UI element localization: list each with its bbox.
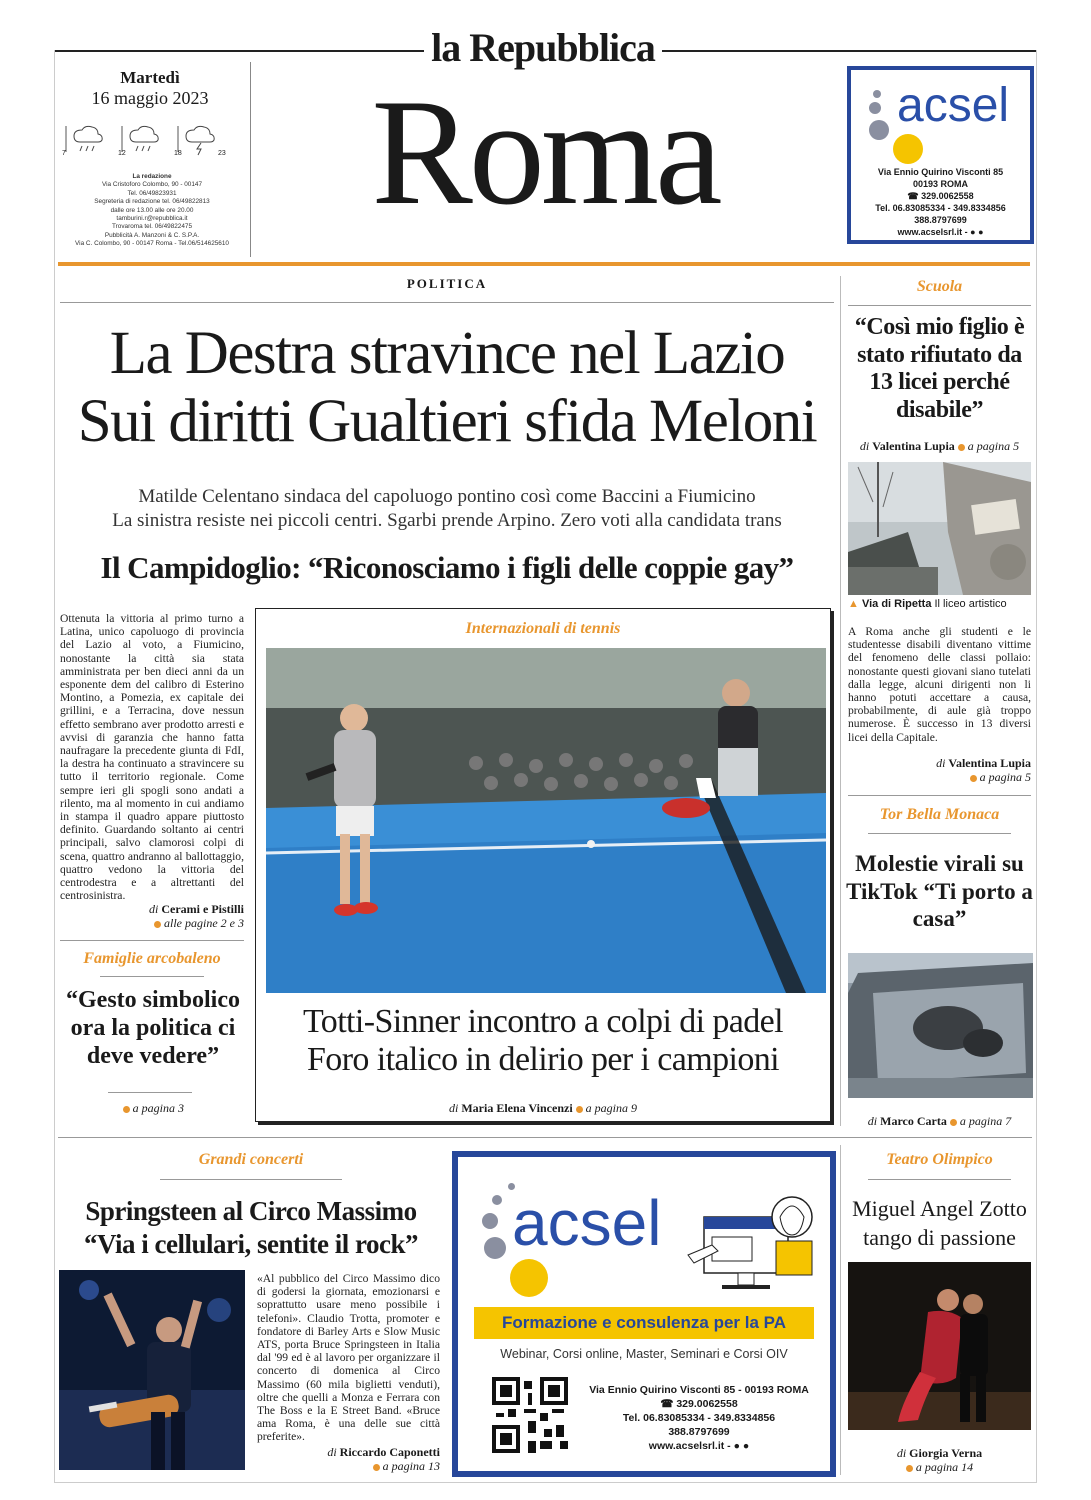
- secondary-headline[interactable]: Il Campidoglio: “Riconosciamo i figli delle coppie gay”: [100, 550, 794, 585]
- famiglie-kicker: Famiglie arcobaleno: [83, 950, 221, 967]
- edition-title: Roma: [371, 68, 719, 236]
- weather-item: 12: [118, 122, 168, 160]
- bullet-dot: [154, 921, 161, 928]
- bullet-dot: [373, 1464, 380, 1471]
- caption-triangle-icon: ▲: [848, 598, 859, 610]
- concerti-body: «Al pubblico del Circo Massimo dico di godersi la giornata, emozionarsi e soprattutto usare meno possibile i telefoni». Claudio Trotta, promoter e fondatore di Barley Arts e Slow Music ATS, porta Bruce Springsteen in Italia dal '99 ed è al lavoro per organizzare il concerto di domenica al Circo Massimo (60 mila biglietti venduti), oltre che quelli a Monza e Ferrara con The Boss e la E Street Band. «Bruce ama Roma, è una delle sue città preferite».: [257, 1272, 440, 1444]
- masthead-rule-left: [54, 50, 424, 52]
- date-full: 16 maggio 2023: [91, 88, 209, 108]
- column-rule: [60, 940, 244, 941]
- masthead-rule-right: [662, 50, 1037, 52]
- kicker-rule: [100, 976, 204, 977]
- logo-sun: [893, 134, 923, 164]
- logo-dot: [484, 1237, 506, 1259]
- facebook-icon[interactable]: ●: [733, 1440, 740, 1452]
- scuola-byline[interactable]: di Valentina Lupia a pagina 5: [859, 439, 1020, 453]
- olimpico-byline: di Giorgia Verna: [896, 1446, 983, 1460]
- tennis-headline[interactable]: Totti-Sinner incontro a colpi di padel Foro italico in delirio per i campioni: [303, 1003, 783, 1078]
- olimpico-kicker: Teatro Olimpico: [886, 1151, 993, 1168]
- famiglie-page-ref[interactable]: a pagina 3: [60, 1101, 184, 1116]
- page-border-left: [54, 50, 55, 1482]
- orange-divider: [58, 262, 1030, 266]
- torbella-byline[interactable]: di Marco Carta a pagina 7: [867, 1114, 1012, 1128]
- acsel-logo: acsel: [897, 79, 1010, 132]
- logo-dot: [869, 120, 889, 140]
- date-day: Martedì: [120, 68, 180, 87]
- olimpico-headline[interactable]: Miguel Angel Zotto tango di passione: [852, 1196, 1027, 1250]
- weather-item: 7: [62, 122, 112, 160]
- facebook-icon[interactable]: ●: [970, 227, 976, 237]
- scuola-photo[interactable]: [848, 462, 1031, 595]
- scuola-photo-caption: ▲ Via di Ripetta Il liceo artistico: [848, 598, 1007, 610]
- page-border-right: [1036, 50, 1037, 1482]
- logo-dot: [492, 1195, 502, 1205]
- bullet-dot: [958, 444, 965, 451]
- kicker-rule: [868, 833, 1011, 834]
- bullet-dot: [123, 1106, 130, 1113]
- concerti-headline[interactable]: Springsteen al Circo Massimo “Via i cellulari, sentite il rock”: [84, 1196, 418, 1259]
- tennis-kicker: Internazionali di tennis: [465, 620, 621, 637]
- masthead-divider: [250, 62, 251, 257]
- tennis-byline[interactable]: di Maria Elena Vincenzi a pagina 9: [448, 1101, 637, 1115]
- bullet-dot: [950, 1119, 957, 1126]
- torbella-photo[interactable]: [848, 953, 1033, 1098]
- section-label: POLITICA: [406, 276, 488, 291]
- whatsapp-icon: ☎: [907, 191, 919, 201]
- olimpico-page-ref[interactable]: a pagina 14: [848, 1460, 1031, 1475]
- bullet-dot: [906, 1465, 913, 1472]
- ad-website-link[interactable]: www.acselsrl.it -: [648, 1440, 731, 1452]
- main-article-body: Ottenuta la vittoria al primo turno a Latina, unico capoluogo di provincia del Lazio al voto, a Fiumicino, nonostante la città sia stata amministrata per ben dieci anni da un esponente dem del calibro di Esterino Montino, a Pomezia, ex capitale dei grillini, e a Terracina, dove nessun effetto sembrano aver prodotto arresti e avvisi di garanzia che hanno fatta naufragare la precedente giunta di FdI, la destra ha continuato a stravincere su tutto il territorio regionale. Come sempre ieri gli spogli sono andati a rilento, ma al momento in cui andiamo in stampa il quadro appare piuttosto definito. Guardando soltanto ai centri principali, salvo clamorosi colpi di scena, quattro andranno al ballottaggio, quattro vedono la vittoria del centrodestra e a altrettanti del centrosinistra.: [60, 612, 244, 903]
- springsteen-photo[interactable]: [59, 1270, 245, 1470]
- right-column-divider: [840, 1145, 841, 1475]
- redazione-block: La redazione Via Cristoforo Colombo, 90 - 00147 Tel. 06/49823931 Segreteria di redazione tel. 06/49822813 dalle ore 13.00 alle ore 20.00 tamburini.r@repubblica.it Trovaroma tel. 06/49822475 Pubblicità A. Manzoni & C. S.P.A. Via C. Colombo, 90 - 00147 Roma - Tel.06/514625610: [75, 173, 229, 248]
- concerti-page-ref[interactable]: a pagina 13: [257, 1459, 440, 1474]
- scuola-page-ref[interactable]: a pagina 5: [848, 770, 1031, 785]
- main-headline[interactable]: La Destra stravince nel Lazio Sui diritti Gualtieri sfida Meloni: [77, 320, 817, 455]
- bottom-advertisement[interactable]: [452, 1151, 836, 1477]
- page-border-bottom: [54, 1482, 1037, 1483]
- scuola-body: A Roma anche gli studenti e le studentesse disabili diventano vittime del fenomeno delle classi pollaio: nonostante questi giovani siano tutelati dalla legge, alcuni dirigenti non li hanno potuti accettare a causa, probabilmente, di aule già troppo numerose. È successo in 13 diversi licei della Capitale.: [848, 625, 1031, 744]
- right-column-divider: [840, 276, 841, 1126]
- qr-code[interactable]: [492, 1377, 568, 1453]
- ad-website-link[interactable]: www.acselsrl.it -: [897, 227, 968, 237]
- section-rule: [60, 302, 834, 303]
- main-page-ref[interactable]: alle pagine 2 e 3: [60, 916, 244, 931]
- torbella-headline[interactable]: Molestie virali su TikTok “Ti porto a casa”: [846, 851, 1033, 931]
- ad-contact: Via Ennio Quirino Visconti 85 - 00193 ROMA ☎ 329.0062558 Tel. 06.83085334 - 349.8334856 388.8797699 www.acselsrl.it - ● ●: [589, 1384, 809, 1452]
- concerti-byline: di Riccardo Caponetti: [327, 1445, 440, 1459]
- quote-rule: [108, 1092, 192, 1093]
- logo-dot: [873, 90, 881, 98]
- top-advertisement[interactable]: [847, 66, 1034, 244]
- ad-services: Webinar, Corsi online, Master, Seminari e Corsi OIV: [500, 1347, 788, 1361]
- brand-logo[interactable]: la Repubblica: [431, 25, 655, 70]
- scuola-byline-2: di Valentina Lupia: [936, 756, 1031, 770]
- logo-dot: [869, 102, 881, 114]
- weather-strip: [62, 122, 242, 160]
- whatsapp-icon: ☎: [660, 1398, 674, 1410]
- kicker-rule: [160, 1179, 342, 1180]
- tango-photo[interactable]: [848, 1262, 1031, 1430]
- acsel-logo: acsel: [512, 1187, 662, 1259]
- kicker-rule: [868, 1179, 1011, 1180]
- logo-dot: [482, 1213, 498, 1229]
- main-byline: di Cerami e Pistilli: [149, 902, 244, 916]
- main-subheadline: Matilde Celentano sindaca del capoluogo pontino così come Baccini a Fiumicino La sinistra resiste nei piccoli centri. Sgarbi prende Arpino. Zero voti alla candidata trans: [112, 486, 782, 531]
- computer-illustration: [684, 1187, 824, 1295]
- bullet-dot: [576, 1106, 583, 1113]
- torbella-kicker: Tor Bella Monaca: [879, 806, 1000, 823]
- logo-sun: [510, 1259, 548, 1297]
- column-rule: [848, 795, 1031, 796]
- social-icon[interactable]: ●: [978, 227, 984, 237]
- concerti-kicker: Grandi concerti: [198, 1151, 304, 1168]
- weather-item: 18 23: [174, 122, 224, 160]
- rain-cloud-icon: [62, 122, 112, 160]
- ad-contact: Via Ennio Quirino Visconti 85 00193 ROMA ☎ 329.0062558 Tel. 06.83085334 - 349.8334856 388.8797699 www.acselsrl.it - ● ●: [875, 167, 1006, 237]
- scuola-quote[interactable]: “Così mio figlio è stato rifiutato da 13 licei perché disabile”: [854, 314, 1025, 423]
- bottom-section-rule: [58, 1137, 1032, 1138]
- scuola-kicker: Scuola: [916, 278, 963, 295]
- bullet-dot: [970, 775, 977, 782]
- kicker-rule: [848, 305, 1031, 306]
- tennis-photo[interactable]: [266, 648, 826, 993]
- social-icon[interactable]: ●: [742, 1440, 750, 1452]
- famiglie-quote[interactable]: “Gesto simbolico ora la politica ci deve vedere”: [66, 987, 240, 1069]
- ad-banner: Formazione e consulenza per la PA: [474, 1307, 814, 1339]
